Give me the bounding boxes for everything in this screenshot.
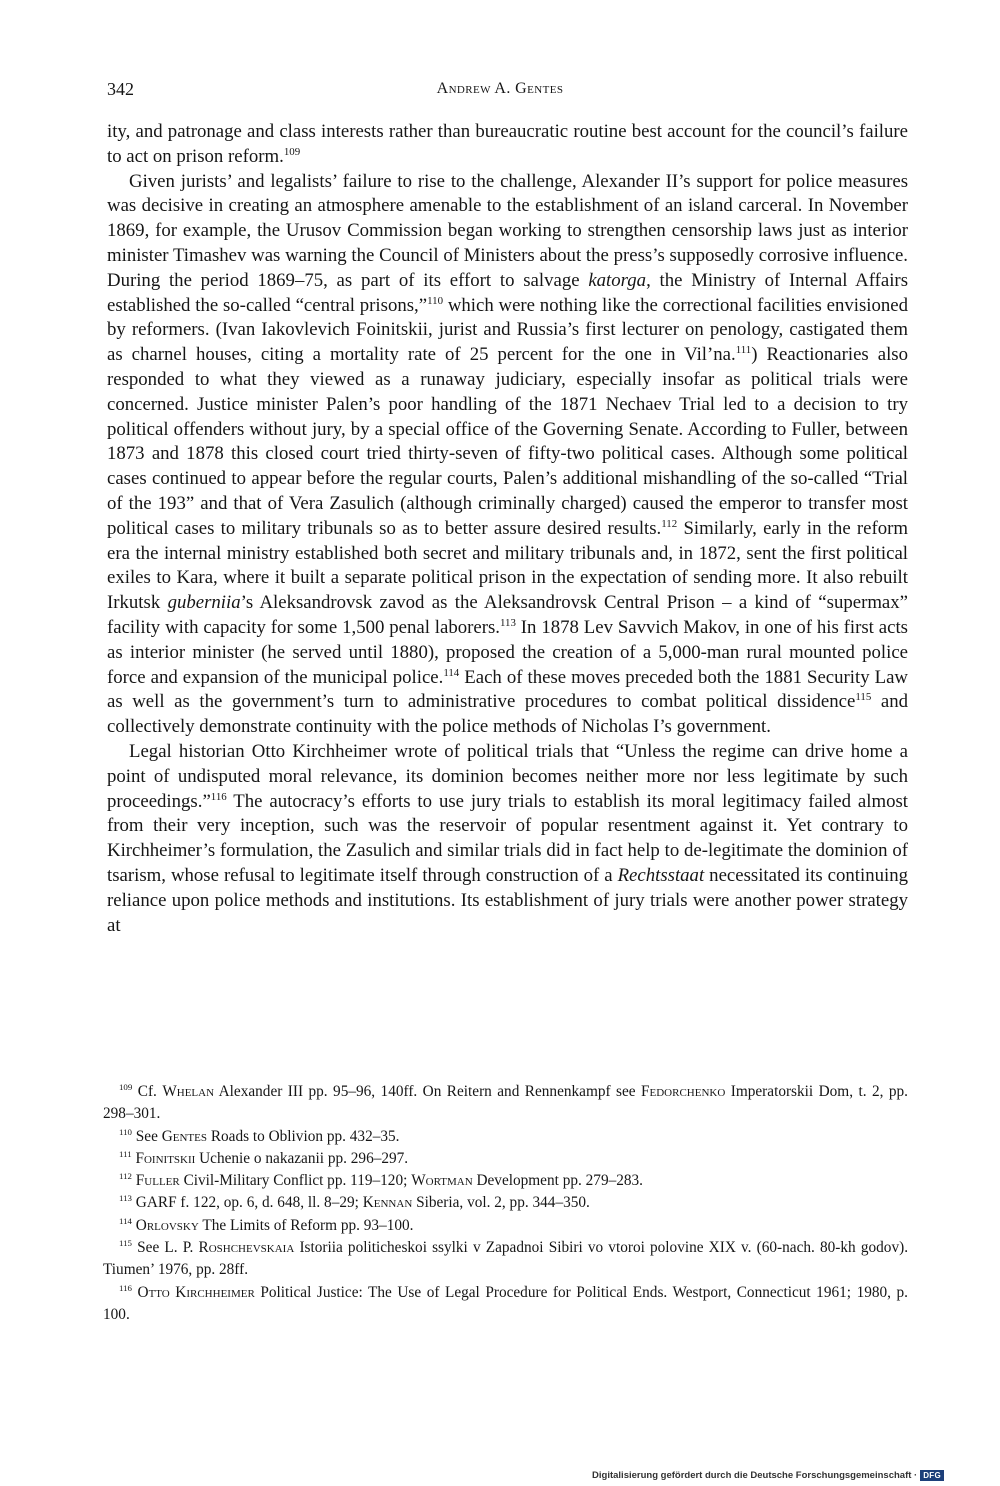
footnote-ref-113[interactable]: 113 (499, 616, 516, 629)
footnote-number: 115 (119, 1238, 132, 1249)
footnote-114 (103, 1215, 908, 1237)
digitization-credit (592, 1470, 944, 1481)
footnote-109 (103, 1081, 908, 1126)
footnote-number: 114 (119, 1216, 132, 1227)
footnote-ref-114[interactable]: 114 (443, 666, 460, 679)
footnote-number: 110 (119, 1126, 132, 1137)
footnote-number: 111 (119, 1149, 132, 1160)
text: Roads to Oblivion pp. 432–35. (207, 1127, 400, 1145)
author-name: Roshchevskaia (198, 1239, 295, 1257)
italic-term: Rechtsstaat (617, 864, 705, 886)
author-name: Foinitskii (135, 1149, 196, 1167)
text: Development pp. 279–283. (472, 1172, 644, 1190)
footnote-number: 109 (119, 1082, 133, 1093)
text: , the Ministry of Internal Affairs established the so-called “central prisons,” (107, 269, 908, 316)
text: Similarly, early in the reform era the internal ministry established both secret and military tribunals and, in 1872, sent the first political exiles to Kara, where it built a separate political prison in the expectation of sending more. It also rebuilt Irkutsk (107, 517, 908, 614)
text: See (135, 1127, 162, 1145)
footnotes (103, 1081, 908, 1326)
text: ’s Aleksandrovsk zavod as the Aleksandrovsk Central Prison – a kind of “supermax” facility with capacity for some 1,500 penal laborers. (107, 592, 908, 638)
text: Siberia, vol. 2, pp. 344–350. (412, 1194, 590, 1212)
text: which were nothing like the correctional facilities envisioned by reformers. (Ivan Iakovlevich Foinitskii, jurist and Russia’s first lecturer on penology, castigated them as charnel houses, citing a mortality rate of 25 percent for the one in Vil’na. (107, 294, 908, 366)
footnote-number: 112 (119, 1171, 132, 1182)
paragraph-1 (107, 120, 908, 170)
footnote-number: 116 (119, 1282, 132, 1293)
footnote-ref-115[interactable]: 115 (855, 691, 872, 704)
text: Civil-Military Conflict pp. 119–120; (179, 1172, 412, 1190)
text: GARF f. 122, op. 6, d. 648, ll. 8–29; (135, 1194, 363, 1212)
body-text (107, 120, 908, 938)
dfg-logo: DFG (920, 1470, 944, 1481)
author-name: Whelan (162, 1083, 215, 1100)
text: Given jurists’ and legalists’ failure to rise to the challenge, Alexander II’s support for police measures was decisive in creating an atmosphere amenable to the establishment of an island carceral. In November 1869, for example, the Urusov Commission began working to strengthen censorship laws just as interior minister Timashev was warning the Council of Ministers about the press’s supposedly corrosive influence. During the period 1869–75, as part of its effort to salvage (107, 170, 908, 291)
footnote-ref-110[interactable]: 110 (427, 294, 444, 307)
italic-term: guberniia (167, 592, 241, 614)
author-name: Otto Kirchheimer (137, 1283, 255, 1301)
footnote-ref-111[interactable]: 111 (735, 344, 752, 357)
text: Legal historian Otto Kirchheimer wrote of political trials that “Unless the regime can drive home a point of undisputed moral relevance, its dominion becomes neither more nor less legitimate by such proceedings.” (107, 740, 908, 812)
footnote-ref-116[interactable]: 116 (210, 790, 227, 803)
text: See L. P. (137, 1239, 199, 1257)
footnote-112 (103, 1170, 908, 1192)
italic-term: katorga (588, 269, 647, 291)
text: Alexander III pp. 95–96, 140ff. On Reitern and Rennenkampf see (214, 1083, 642, 1100)
author-name: Kennan (362, 1194, 413, 1212)
author-name: Orlovsky (135, 1216, 199, 1234)
text: Cf. (137, 1083, 163, 1100)
footnote-111 (103, 1148, 908, 1170)
footnote-115 (103, 1237, 908, 1282)
paragraph-2 (107, 170, 908, 740)
text: The autocracy’s efforts to use jury trials to establish its moral legitimacy failed almost from their very inception, such was the reservoir of popular resentment against it. Yet contrary to Kirchheimer’s formulation, the Zasulich and similar trials did in fact help to de-legitimate the dominion of tsarism, whose refusal to legitimate itself through construction of a (107, 790, 908, 886)
running-head: Andrew A. Gentes (436, 80, 564, 97)
author-name: Wortman (411, 1172, 473, 1190)
text: Political Justice: The Use of Legal Procedure for Political Ends. Westport, Connecticut 1961; 1980, p. 100. (103, 1283, 909, 1323)
footnote-ref-112[interactable]: 112 (661, 517, 678, 530)
text: ) Reactionaries also responded to what they viewed as a runaway judiciary, especially insofar as political trials were concerned. Justice minister Palen’s poor handling of the 1871 Nechaev Trial led to a decision to try political offenders without jury, by a special office of the Governing Senate. According to Fuller, between 1873 and 1878 this closed court tried thirty-seven of fifty-two political cases. Although some political cases continued to appear before the regular courts, Palen’s additional mishandling of the so-called “Trial of the 193” and that of Vera Zasulich (although criminally charged) caused the emperor to transfer most political cases to military tribunals so as to better assure desired results. (107, 344, 909, 539)
text: Each of these moves preceded both the 1881 Security Law as well as the government’s turn to administrative procedures to combat political dissidence (107, 666, 908, 713)
footnote-ref-109[interactable]: 109 (283, 145, 301, 158)
page-number: 342 (107, 79, 134, 99)
paragraph-3 (107, 740, 908, 938)
footnote-110 (103, 1126, 908, 1148)
text: The Limits of Reform pp. 93–100. (198, 1216, 414, 1234)
text: Imperatorskii Dom, t. 2, pp. 298–301. (103, 1083, 908, 1123)
text: and collectively demonstrate continuity with the police methods of Nicholas I’s government. (107, 691, 908, 738)
author-name: Fedorchenko (641, 1083, 726, 1100)
footnote-113 (103, 1192, 908, 1214)
footnote-number: 113 (119, 1193, 132, 1204)
text: In 1878 Lev Savvich Makov, in one of his first acts as interior minister (he served until 1880), proposed the creation of a 5,000-man rural mounted police force and expansion of the municipal police. (107, 616, 908, 688)
footnote-116 (103, 1282, 908, 1327)
text: necessitated its continuing reliance upon police methods and institutions. Its establishment of jury trials were another power strategy at (107, 864, 908, 936)
text: Uchenie o nakazanii pp. 296–297. (195, 1149, 409, 1167)
text: Istoriia politicheskoi ssylki v Zapadnoi Sibiri vo vtoroi polovine XIX v. (60-nach. 80-kh godov). Tiumen’ 1976, pp. 28ff. (103, 1239, 909, 1279)
author-name: Gentes (161, 1127, 207, 1145)
author-name: Fuller (135, 1172, 180, 1190)
text: ity, and patronage and class interests rather than bureaucratic routine best account for the council’s failure to act on prison reform. (107, 121, 908, 167)
credit-text: Digitalisierung gefördert durch die Deutsche Forschungsgemeinschaft · (592, 1470, 918, 1481)
